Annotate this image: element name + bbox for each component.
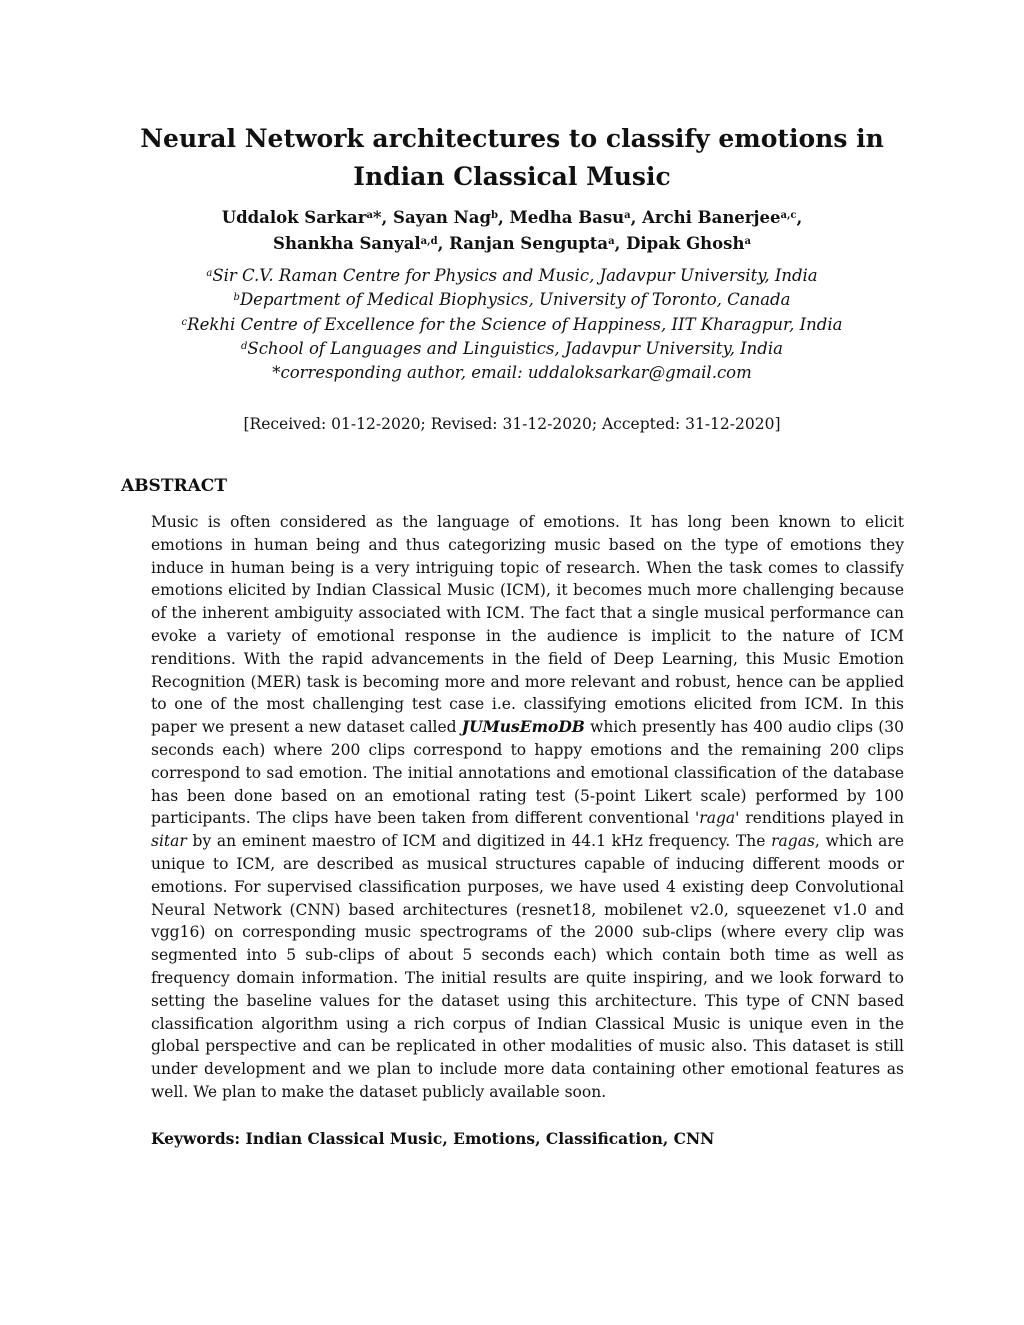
abstract-body xyxy=(151,511,904,1104)
submission-dates: [Received: 01-12-2020; Revised: 31-12-2020; Accepted: 31-12-2020] xyxy=(243,415,781,433)
keywords: Keywords: Indian Classical Music, Emotions, Classification, CNN xyxy=(151,1129,715,1148)
author-sep: , xyxy=(614,234,627,253)
author-line-2 xyxy=(0,231,1024,257)
author-affil-mark: a,d xyxy=(420,236,438,247)
author-name: Archi Banerjee xyxy=(642,208,781,227)
author-affil-mark: a xyxy=(744,236,751,247)
author-sep: , xyxy=(437,234,450,253)
author-list xyxy=(0,205,1024,257)
affiliation-b xyxy=(0,288,1024,312)
abstract-heading: ABSTRACT xyxy=(121,476,227,496)
author-name: Medha Basu xyxy=(509,208,625,227)
affiliation-list xyxy=(0,264,1024,385)
abstract-text: which presently has 400 audio clips (30 seconds each) where 200 clips correspond to happy emotions and the remaining 200 clips correspond to sad emotion. The initial annotations and emotional classification of the database has been done based on an emotional rating test (5-point Likert scale) performed by 100 participants. The clips have been taken from different conventional ' xyxy=(151,718,904,828)
author-affil-mark: a,c xyxy=(780,210,797,221)
abstract-text: by an eminent maestro of ICM and digitized in 44.1 kHz frequency. The xyxy=(186,832,772,851)
author-line-1 xyxy=(0,205,1024,231)
affiliation-c xyxy=(0,313,1024,337)
author-sep: , xyxy=(630,208,643,227)
affiliation-d xyxy=(0,337,1024,361)
author-name: Ranjan Sengupta xyxy=(449,234,609,253)
term-sitar: sitar xyxy=(151,832,187,851)
author-affil-mark: b xyxy=(490,210,498,221)
term-raga: raga xyxy=(699,809,736,828)
abstract-text: ' renditions played in xyxy=(735,809,904,828)
author-name: Uddalok Sarkar xyxy=(221,208,367,227)
affiliation-mark: c xyxy=(181,316,188,328)
affiliation-text: School of Languages and Linguistics, Jadavpur University, India xyxy=(247,338,783,358)
affiliation-text: Department of Medical Biophysics, University of Toronto, Canada xyxy=(239,290,791,310)
author-affil-mark: a xyxy=(366,210,373,221)
author-sep: , xyxy=(497,208,510,227)
author-affil-mark: a xyxy=(624,210,631,221)
abstract-text: , which are unique to ICM, are described as musical structures capable of inducing different moods or emotions. For supervised classification purposes, we have used 4 existing deep Convolutional Neural Network (CNN) based architectures (resnet18, mobilenet v2.0, squeezenet v1.0 and vgg16) on corresponding music spectrograms of the 2000 sub-clips (where every clip was segmented into 5 sub-clips of about 5 seconds each) which contain both time as well as frequency domain information. The initial results are quite inspiring, and we look forward to setting the baseline values for the dataset using this architecture. This type of CNN based classification algorithm using a rich corpus of Indian Classical Music is unique even in the global perspective and can be replicated in other modalities of music also. This dataset is still under development and we plan to include more data containing other emotional features as well. We plan to make the dataset publicly available soon. xyxy=(151,832,905,1101)
paper-title xyxy=(0,120,1024,196)
dataset-name: JUMusEmoDB xyxy=(461,717,585,737)
corresponding-author: *corresponding author, email: uddaloksarkar@gmail.com xyxy=(272,363,752,383)
author-name: Shankha Sanyal xyxy=(273,234,421,253)
affiliation-mark: a xyxy=(206,268,213,279)
affiliation-mark: b xyxy=(233,292,240,304)
author-sep: , xyxy=(796,208,803,227)
title-line-1: Neural Network architectures to classify emotions in xyxy=(140,124,884,153)
term-ragas: ragas xyxy=(771,832,815,851)
author-name: Sayan Nag xyxy=(393,208,491,227)
author-affil-mark: a xyxy=(608,236,615,247)
title-line-2: Indian Classical Music xyxy=(353,162,671,191)
author-name: Dipak Ghosh xyxy=(626,234,745,253)
affiliation-text: Rekhi Centre of Excellence for the Science of Happiness, IIT Kharagpur, India xyxy=(187,314,843,334)
abstract-text: Music is often considered as the language of emotions. It has long been known to elicit emotions in human being and thus categorizing music based on the type of emotions they induce in human being is a very intriguing topic of research. When the task comes to classify emotions elicited by Indian Classical Music (ICM), it becomes much more challenging because of the inherent ambiguity associated with ICM. The fact that a single musical performance can evoke a variety of emotional response in the audience is implicit to the nature of ICM renditions. With the rapid advancements in the field of Deep Learning, this Music Emotion Recognition (MER) task is becoming more and more relevant and robust, hence can be applied to one of the most challenging test case i.e. classifying emotions elicited from ICM. In this paper we present a new dataset called xyxy=(151,513,904,737)
author-sep: *, xyxy=(372,208,394,227)
affiliation-text: Sir C.V. Raman Centre for Physics and Music, Jadavpur University, India xyxy=(212,266,818,285)
affiliation-a xyxy=(0,264,1024,288)
affiliation-mark: d xyxy=(240,340,248,352)
